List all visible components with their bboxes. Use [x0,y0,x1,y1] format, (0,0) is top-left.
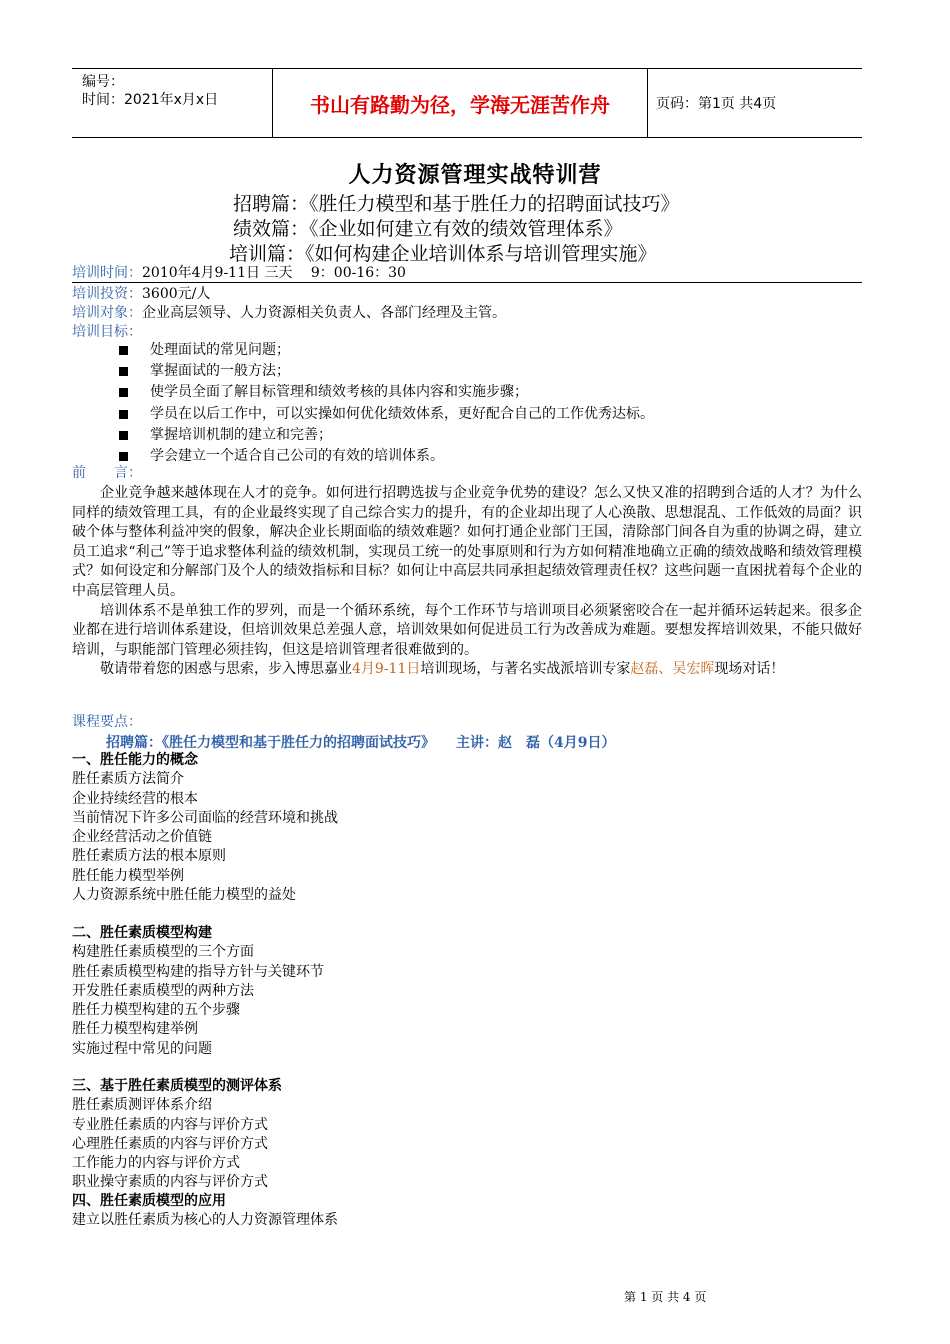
page-info: 页码：第1页 共4页 [656,96,777,112]
section-item: 企业经营活动之价值链 [72,829,212,846]
goal-item: 掌握培训机制的建立和完善； [115,425,654,446]
square-bullet-icon [119,367,128,376]
section-3 [72,1077,282,1193]
section-item: 胜任素质测评体系介绍 [72,1097,212,1114]
section-item: 人力资源系统中胜任能力模型的益处 [72,887,296,904]
square-bullet-icon [119,431,128,440]
section-item: 胜任力模型构建的五个步骤 [72,1002,240,1019]
training-fee-label: 培训投资： [72,286,142,302]
section-item: 当前情况下许多公司面临的经营环境和挑战 [72,809,338,826]
divider [72,282,862,283]
page-footer: 第 1 页 共 4 页 [624,1290,707,1304]
square-bullet-icon [119,452,128,461]
training-time-value: 2010年4月9-11日 三天 9：00-16：30 [142,265,406,281]
training-time [72,264,406,283]
section-item: 职业操守素质的内容与评价方式 [72,1174,268,1191]
section-item: 心理胜任素质的内容与评价方式 [72,1135,268,1152]
motto: 书山有路勤为径，学海无涯苦作舟 [272,69,648,137]
section-1 [72,751,338,905]
training-target [72,304,506,323]
document-title: 人力资源管理实战特训营 [348,163,602,188]
preface-paragraph-2: 培训体系不是单独工作的罗列，而是一个循环系统，每个工作环节与培训项目必须紧密咬合在一起并循环运转起来。很多企业都在进行培训体系建设，但培训效果总差强人意，培训效果如何促进员工行为改善成为难题。要想发挥培训效果，不能只做好培训，与职能部门管理必须挂钩，但这是培训管理者很难做到的。 [72,602,862,658]
preface-paragraph-3: 敬请带着您的困惑与思索，步入博思嘉业4月9-11日培训现场，与著名实战派培训专家赵磊、吴宏晖现场对话！ [100,661,785,678]
square-bullet-icon [119,346,128,355]
section-heading: 四、胜任素质模型的应用 [72,1193,226,1209]
experts-highlight: 赵磊、吴宏晖 [630,661,715,678]
training-fee-value: 3600元/人 [142,286,211,302]
section-item: 胜任素质方法简介 [72,771,184,788]
square-bullet-icon [119,388,128,397]
training-target-value: 企业高层领导、人力资源相关负责人、各部门经理及主管。 [142,305,506,321]
section-heading: 二、胜任素质模型构建 [72,925,212,941]
goal-item: 处理面试的常见问题； [115,340,654,361]
section-item: 专业胜任素质的内容与评价方式 [72,1116,268,1133]
section-item: 企业持续经营的根本 [72,790,198,807]
subtitle-recruitment: 招聘篇：《胜任力模型和基于胜任力的招聘面试技巧》 [233,193,680,215]
preface-label: 前 言： [72,465,142,481]
section-item: 开发胜任素质模型的两种方法 [72,982,254,999]
header-table [72,68,862,138]
preface-paragraph-1: 企业竞争越来越体现在人才的竞争。如何进行招聘选拔与企业竞争优势的建设？怎么又快又准的招聘到合适的人才？为什么同样的绩效管理工具，有的企业最终实现了自己综合实力的提升，有的企业却出现了人心涣散、思想混乱、工作低效的局面？识破个体与整体利益冲突的假象，解决企业长期面临的绩效难题？如何打通企业部门王国，清除部门间各自为重的协调之碍，建立员工追求“利己”等于追求整体利益的绩效机制，实现员工统一的处事原则和行为方如何精准地确立正确的绩效战略和绩效管理模式？如何设定和分解部门及个人的绩效指标和目标？如何让中高层共同承担起绩效管理责任权？这些问题一直困扰着每个企业的中高层管理人员。 [72,485,862,599]
header-meta-cell [72,69,272,137]
training-time-label: 培训时间： [72,265,142,281]
training-goal-label: 培训目标： [72,324,142,340]
number-label: 编号： [82,74,124,90]
section-2 [72,924,324,1059]
goal-list [115,340,654,467]
goal-item: 学员在以后工作中，可以实操如何优化绩效体系，更好配合自己的工作优秀达标。 [115,404,654,425]
section-item: 实施过程中常见的问题 [72,1040,212,1057]
training-target-label: 培训对象： [72,305,142,321]
subtitle-training: 培训篇：《如何构建企业培训体系与培训管理实施》 [229,243,657,265]
section-item: 胜任能力模型举例 [72,867,184,884]
preface-body [72,484,862,680]
section-item: 胜任素质方法的根本原则 [72,848,226,865]
training-date-highlight: 4月9-11日 [352,661,421,678]
section-item: 建立以胜任素质为核心的人力资源管理体系 [72,1212,338,1229]
section-item: 构建胜任素质模型的三个方面 [72,944,254,961]
goal-item: 学会建立一个适合自己公司的有效的培训体系。 [115,446,654,467]
section-item: 胜任力模型构建举例 [72,1021,198,1038]
training-fee [72,285,210,304]
section-item: 胜任素质模型构建的指导方针与关键环节 [72,963,324,980]
goal-item: 掌握面试的一般方法； [115,361,654,382]
course-title: 招聘篇：《胜任力模型和基于胜任力的招聘面试技巧》 主讲：赵 磊（4月9日） [106,735,616,751]
course-label: 课程要点： [72,714,142,730]
section-heading: 一、胜任能力的概念 [72,752,198,768]
section-heading: 三、基于胜任素质模型的测评体系 [72,1078,282,1094]
section-4 [72,1192,338,1231]
goal-item: 使学员全面了解目标管理和绩效考核的具体内容和实施步骤； [115,382,654,403]
section-item: 工作能力的内容与评价方式 [72,1155,240,1172]
time-label: 时间：2021年x月x日 [82,92,219,108]
subtitle-performance: 绩效篇：《企业如何建立有效的绩效管理体系》 [233,218,623,240]
square-bullet-icon [119,410,128,419]
